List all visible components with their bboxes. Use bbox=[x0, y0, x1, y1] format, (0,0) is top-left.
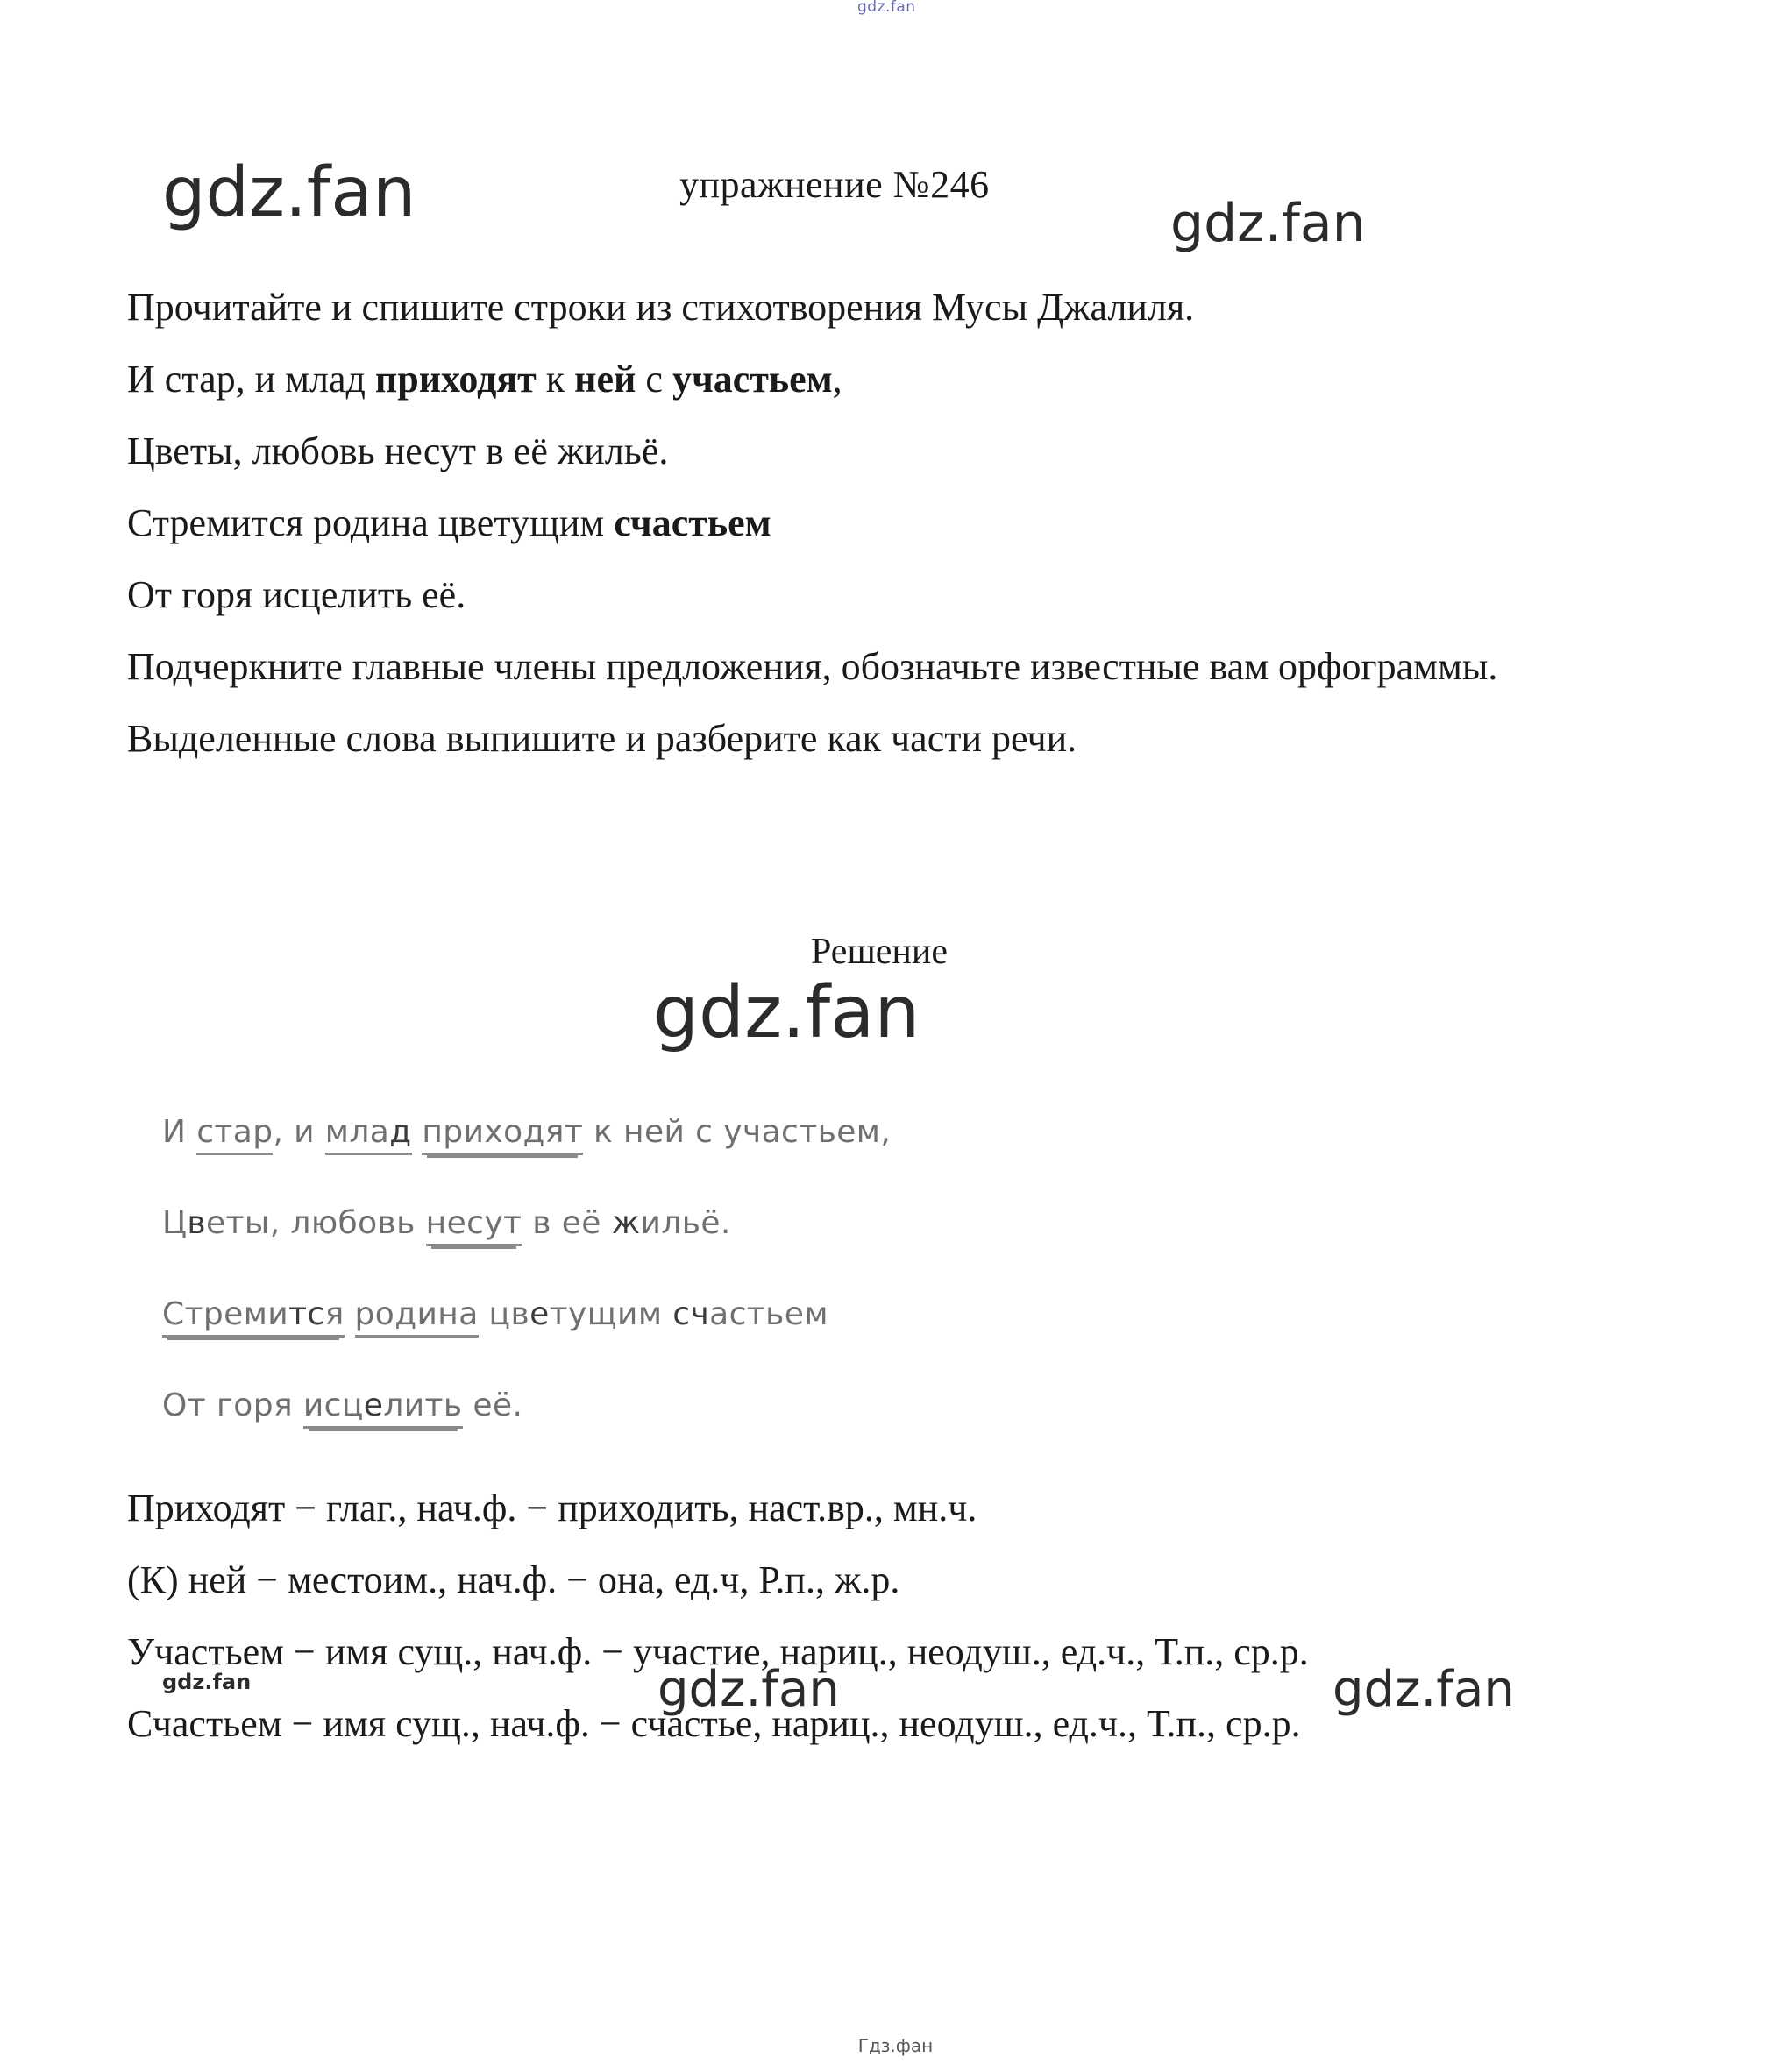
poem-text: к bbox=[536, 358, 575, 401]
poem-line-4 bbox=[127, 559, 1652, 631]
exercise-instruction: Прочитайте и спишите строки из стихотворения Мусы Джалиля. bbox=[127, 286, 1195, 329]
solution-heading: Решение bbox=[811, 932, 949, 972]
watermark-logo-4: gdz.fan bbox=[162, 1670, 252, 1694]
watermark-logo-6: gdz.fan bbox=[1333, 1661, 1515, 1718]
poem-line-1 bbox=[127, 344, 1652, 415]
exercise-body bbox=[127, 272, 1652, 775]
parts-of-speech-analysis bbox=[127, 1472, 1670, 1760]
watermark-logo-3: gdz.fan bbox=[653, 971, 920, 1054]
poem-text: Цветы, любовь несут в её жильё. bbox=[127, 429, 669, 472]
footer-watermark: Гдз.фан bbox=[857, 2035, 934, 2056]
watermark-logo-2: gdz.fan bbox=[1170, 193, 1366, 254]
watermark-logo-1: gdz.fan bbox=[162, 153, 416, 232]
analysis-line-2: (К) ней − местоим., нач.ф. − она, ед.ч, Р.п., ж.р. bbox=[127, 1558, 900, 1601]
poem-bold-word: участьем bbox=[672, 358, 833, 401]
handwritten-line-1: И стар, и млад приходят к ней с участьем, bbox=[162, 1087, 1477, 1178]
analysis-line-3: Участьем − имя сущ., нач.ф. − участие, нариц., неодуш., ед.ч., Т.п., ср.р. bbox=[127, 1630, 1309, 1673]
poem-bold-word: счастьем bbox=[614, 501, 771, 544]
poem-text: , bbox=[832, 358, 842, 401]
poem-bold-word: ней bbox=[574, 358, 636, 401]
poem-text: И стар, и млад bbox=[127, 358, 375, 401]
analysis-line-4: Счастьем − имя сущ., нач.ф. − счастье, нариц., неодуш., ед.ч., Т.п., ср.р. bbox=[127, 1702, 1301, 1745]
poem-text: с bbox=[636, 358, 672, 401]
poem-text: От горя исцелить её. bbox=[127, 573, 466, 616]
watermark-logo-5: gdz.fan bbox=[657, 1661, 840, 1718]
handwritten-line-3: Стремится родина цветущим счастьем bbox=[162, 1269, 1477, 1360]
poem-bold-word: приходят bbox=[374, 358, 537, 401]
handwritten-line-4: От горя исцелить её. bbox=[162, 1360, 1477, 1451]
watermark-top: gdz.fan bbox=[857, 0, 916, 16]
poem-line-3 bbox=[127, 487, 1652, 559]
handwritten-solution bbox=[162, 1087, 1477, 1451]
poem-text: Стремится родина цветущим bbox=[127, 501, 615, 544]
exercise-task: Подчеркните главные члены предложения, обозначьте известные вам орфограммы. Выделенные слова выпишите и разберите как части речи. bbox=[127, 645, 1498, 760]
handwritten-line-2: Цветы, любовь несут в её жильё. bbox=[162, 1178, 1477, 1269]
exercise-title: упражнение №246 bbox=[679, 163, 990, 206]
poem-line-2 bbox=[127, 415, 1652, 487]
analysis-line-1: Приходят − глаг., нач.ф. − приходить, наст.вр., мн.ч. bbox=[127, 1487, 977, 1529]
